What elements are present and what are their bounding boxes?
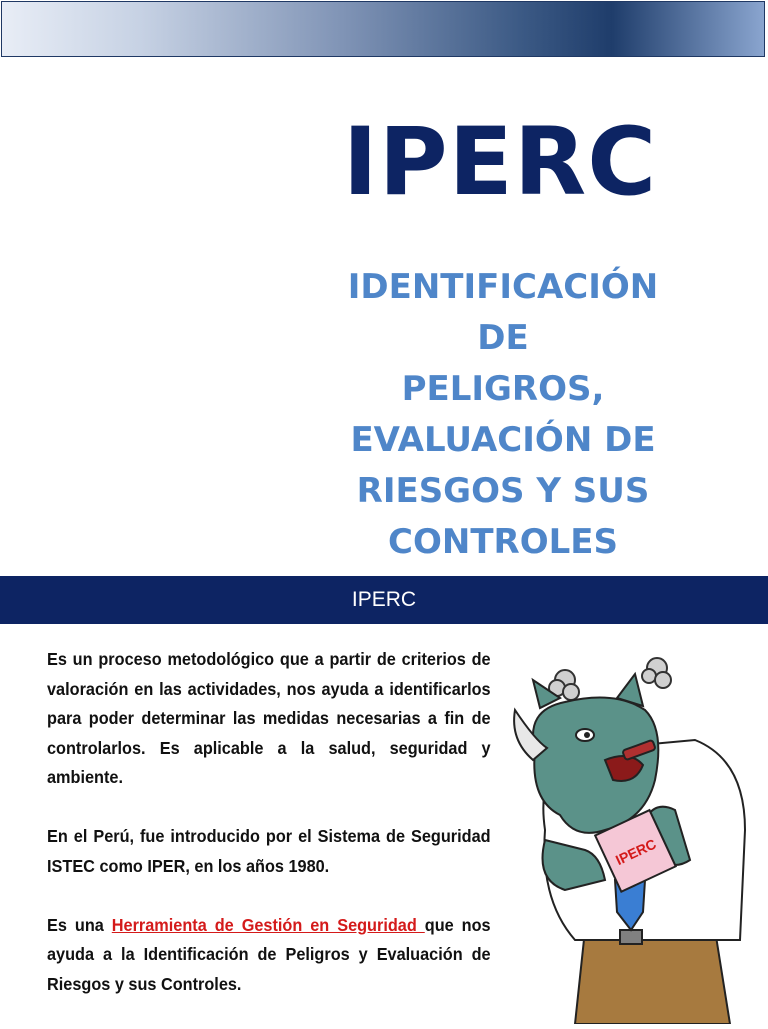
paragraph-tool-post: que nos ayuda a la Identificación de Peligros y Evaluación de Riesgos y sus Controles. xyxy=(47,914,491,994)
smoke-puff-icon xyxy=(549,658,671,700)
section-header-band xyxy=(0,576,768,624)
subtitle-line: EVALUACIÓN DE xyxy=(350,420,656,460)
paragraph-tool xyxy=(47,911,491,1000)
paragraph-history: En el Perú, fue introducido por el Sistema de Seguridad ISTEC como IPER, en los años 1980. xyxy=(47,826,491,876)
paragraph-tool-pre: Es una xyxy=(47,914,112,935)
subtitle-line: RIESGOS Y SUS xyxy=(356,471,650,511)
subtitle-line: PELIGROS, xyxy=(401,369,605,409)
subtitle-line: IDENTIFICACIÓN DE xyxy=(347,267,659,358)
subtitle-line: CONTROLES xyxy=(388,522,618,562)
top-gradient-bar xyxy=(1,1,765,57)
slide-subtitle xyxy=(318,262,688,568)
section-header-label: IPERC xyxy=(351,588,417,611)
management-tool-link[interactable]: Herramienta de Gestión en Seguridad xyxy=(111,914,425,935)
paragraph-definition: Es un proceso metodológico que a partir de criterios de valoración en las actividades, nos ayuda a identificarlos para poder determinar las medidas necesarias a fin de controlarlos. Es aplicable a la salud, seguridad y ambiente. xyxy=(47,649,491,787)
rhino-mascot-illustration xyxy=(505,640,765,1024)
slide-title: IPERC xyxy=(342,108,658,217)
sign-label: IPERC xyxy=(613,835,659,869)
body-text xyxy=(47,645,491,1029)
